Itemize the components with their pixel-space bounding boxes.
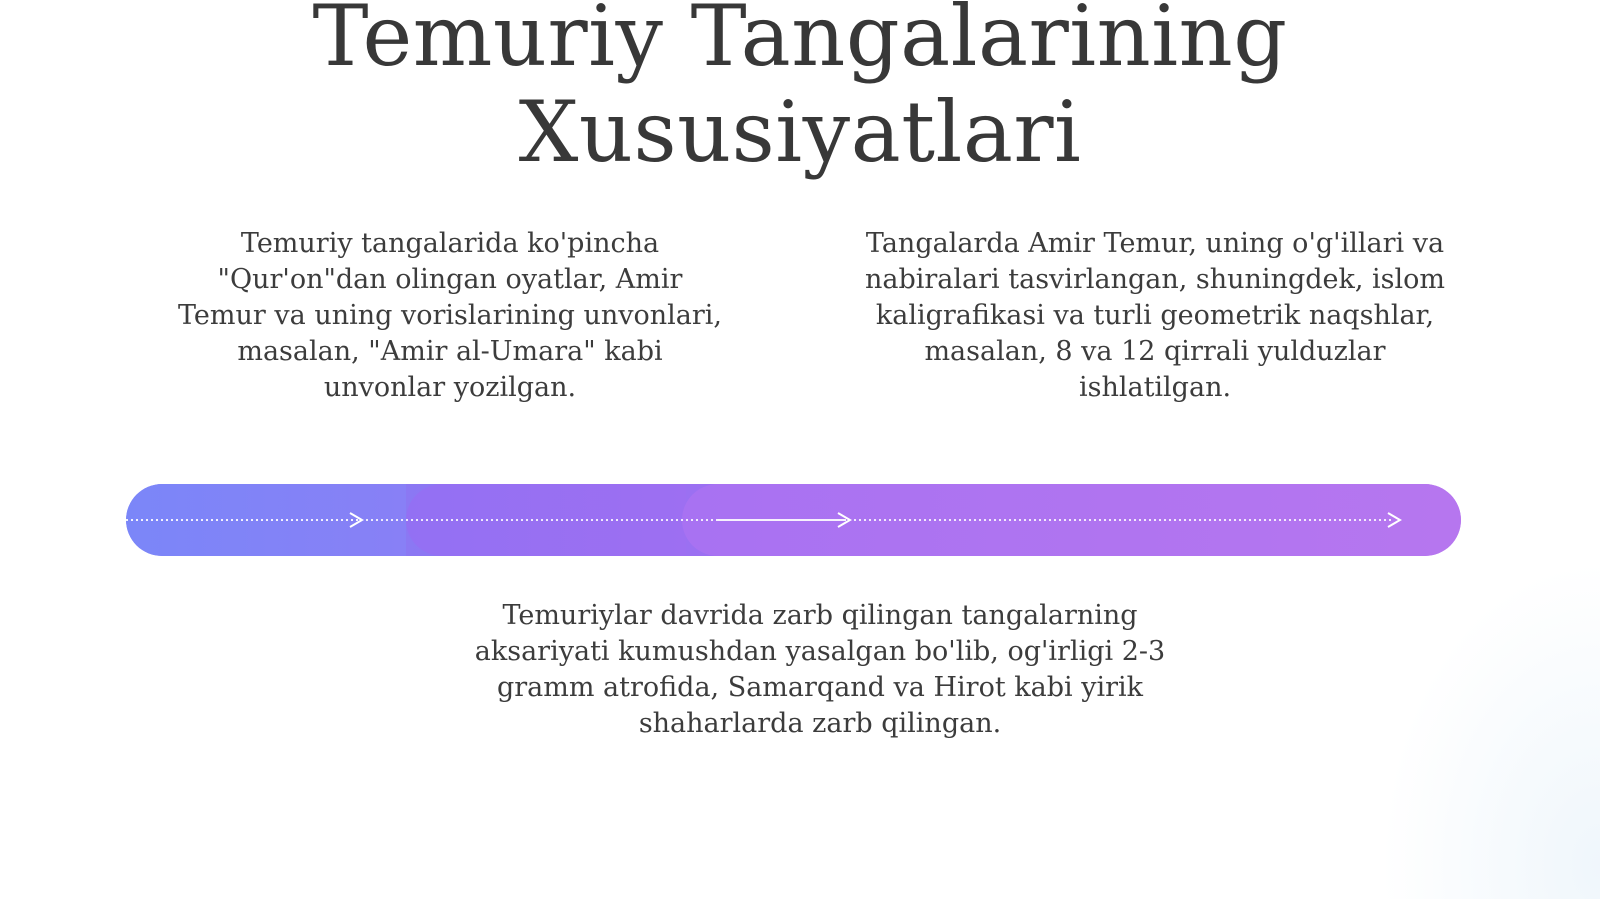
text-line: "Qur'on"dan olingan oyatlar, Amir (217, 264, 683, 295)
text-line: Tangalarda Amir Temur, uning o'g'illari va (865, 228, 1445, 259)
timeline-bar (126, 484, 1461, 556)
text-line: gramm atrofida, Samarqand va Hirot kabi yirik (496, 672, 1144, 703)
title-line-1: Temuriy Tangalarining (312, 0, 1288, 85)
text-line: masalan, 8 va 12 qirrali yulduzlar (924, 336, 1386, 367)
text-line: masalan, "Amir al-Umara" kabi (237, 336, 663, 367)
text-block-material (450, 598, 1190, 742)
text-line: kaligrafikasi va turli geometrik naqshlar, (875, 300, 1435, 331)
background-decoration (1380, 559, 1600, 899)
text-block-images (845, 226, 1465, 406)
text-block-inscriptions (150, 226, 750, 406)
timeline-arrows (126, 484, 1461, 556)
text-line: ishlatilgan. (1078, 372, 1232, 403)
text-line: Temur va uning vorislarining unvonlari, (178, 300, 722, 331)
text-line: aksariyati kumushdan yasalgan bo'lib, og'irligi 2-3 (474, 636, 1166, 667)
text-line: shaharlarda zarb qilingan. (638, 708, 1002, 739)
text-line: Temuriy tangalarida ko'pincha (240, 228, 660, 259)
title-line-2: Xususiyatlari (518, 83, 1082, 181)
page-title (0, 0, 1600, 180)
text-line: Temuriylar davrida zarb qilingan tangalarning (502, 600, 1138, 631)
text-line: nabiralari tasvirlangan, shuningdek, islom (864, 264, 1446, 295)
text-line: unvonlar yozilgan. (323, 372, 577, 403)
